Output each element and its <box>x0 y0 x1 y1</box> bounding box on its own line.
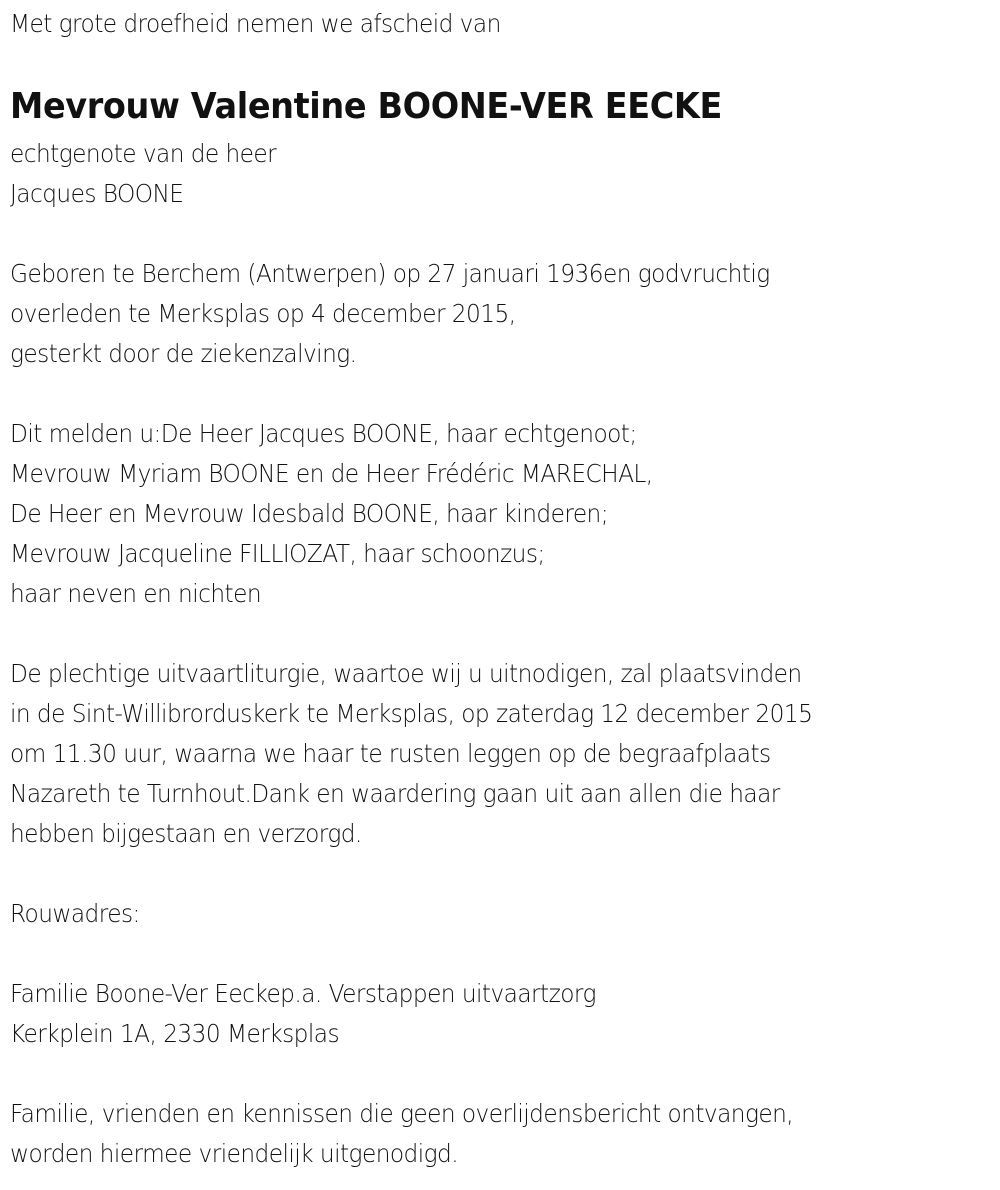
relation-line-1: echtgenote van de heer <box>10 139 277 168</box>
intro-text: Met grote droefheid nemen we afscheid van <box>10 9 501 38</box>
deceased-name: Mevrouw Valentine BOONE-VER EECKE <box>10 86 723 127</box>
relation-line-2: Jacques BOONE <box>10 179 184 208</box>
announcer-line: Dit melden u:De Heer Jacques BOONE, haar echtgenoot; <box>10 419 637 448</box>
announcer-line: Mevrouw Myriam BOONE en de Heer Frédéric MARECHAL, <box>10 459 653 488</box>
funeral-line: in de Sint-Willibrorduskerk te Merksplas, op zaterdag 12 december 2015 <box>10 699 813 728</box>
birth-death-line-2: overleden te Merksplas op 4 december 2015, <box>10 299 516 328</box>
funeral-line: De plechtige uitvaartliturgie, waartoe wij u uitnodigen, zal plaatsvinden <box>10 659 802 688</box>
mourning-address-line-2: Kerkplein 1A, 2330 Merksplas <box>10 1019 340 1048</box>
announcer-line: Mevrouw Jacqueline FILLIOZAT, haar schoonzus; <box>10 539 545 568</box>
funeral-line: om 11.30 uur, waarna we haar te rusten leggen op de begraafplaats <box>10 739 771 768</box>
funeral-line: hebben bijgestaan en verzorgd. <box>10 819 362 848</box>
birth-death-line-1: Geboren te Berchem (Antwerpen) op 27 januari 1936en godvruchtig <box>10 259 770 288</box>
announcer-line: haar neven en nichten <box>10 579 261 608</box>
mourning-address-line-1: Familie Boone-Ver Eeckep.a. Verstappen uitvaartzorg <box>10 979 596 1008</box>
closing-line-1: Familie, vrienden en kennissen die geen overlijdensbericht ontvangen, <box>10 1099 794 1128</box>
closing-line-2: worden hiermee vriendelijk uitgenodigd. <box>10 1139 459 1168</box>
birth-death-line-3: gesterkt door de ziekenzalving. <box>10 339 357 368</box>
mourning-address-label: Rouwadres: <box>10 899 140 928</box>
announcer-line: De Heer en Mevrouw Idesbald BOONE, haar kinderen; <box>10 499 609 528</box>
funeral-line: Nazareth te Turnhout.Dank en waardering gaan uit aan allen die haar <box>10 779 780 808</box>
